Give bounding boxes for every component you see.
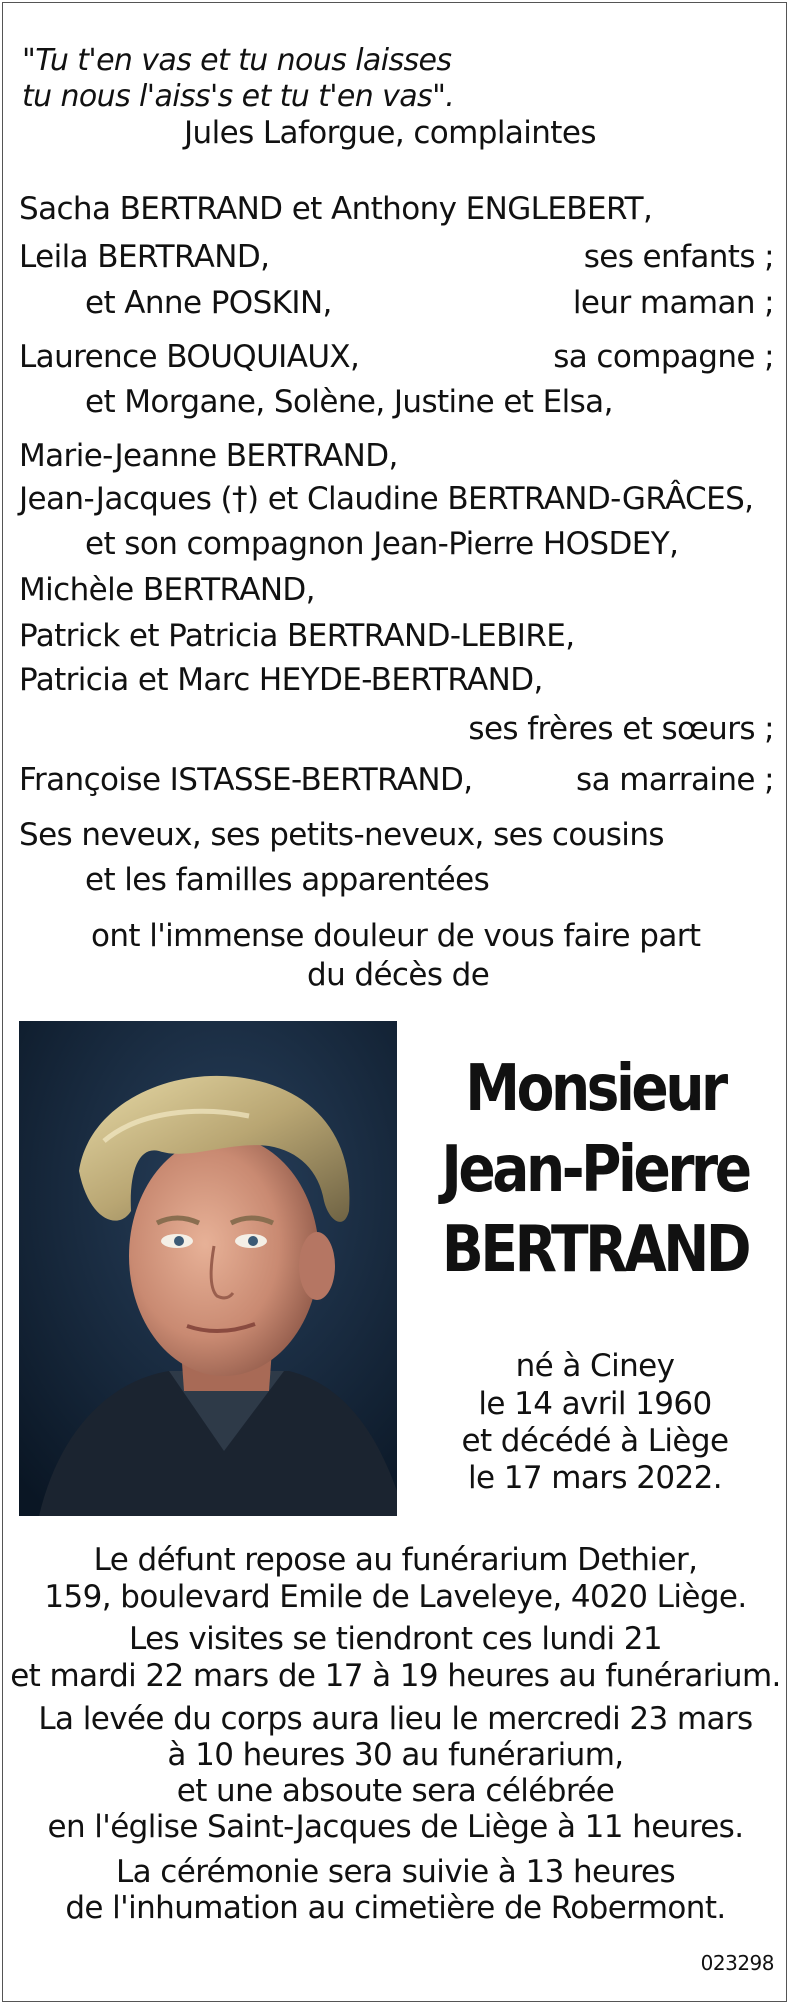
godmother-name: Françoise ISTASSE-BERTRAND, xyxy=(19,762,473,798)
epigraph-line-1: "Tu t'en vas et tu nous laisses xyxy=(22,43,452,78)
siblings-role: ses frères et sœurs ; xyxy=(468,711,774,747)
children-role: ses enfants ; xyxy=(583,239,774,275)
birth-date: le 14 avril 1960 xyxy=(478,1386,712,1422)
sibling-line: Marie-Jeanne BERTRAND, xyxy=(19,438,398,474)
extended-family-line-1: Ses neveux, ses petits-neveux, ses cousins xyxy=(19,817,664,853)
sibling-line: Michèle BERTRAND, xyxy=(19,572,315,608)
children-line-2: Leila BERTRAND, xyxy=(19,239,270,275)
extended-family-line-2: et les familles apparentées xyxy=(85,862,490,898)
details-line: et mardi 22 mars de 17 à 19 heures au funérarium. xyxy=(10,1658,781,1694)
announcement-line-1: ont l'immense douleur de vous faire part xyxy=(91,918,701,954)
partner-role: sa compagne ; xyxy=(553,339,774,375)
sibling-line: Patricia et Marc HEYDE-BERTRAND, xyxy=(19,662,543,698)
details-line: à 10 heures 30 au funérarium, xyxy=(167,1737,624,1773)
details-line: Les visites se tiendront ces lundi 21 xyxy=(128,1621,663,1657)
godmother-role: sa marraine ; xyxy=(576,762,774,798)
sibling-line: et son compagnon Jean-Pierre HOSDEY, xyxy=(85,526,679,562)
deceased-title: Monsieur xyxy=(465,1052,725,1126)
details-line: La cérémonie sera suivie à 13 heures xyxy=(115,1854,676,1890)
death-place: et décédé à Liège xyxy=(461,1423,729,1459)
details-line: 159, boulevard Emile de Laveleye, 4020 Liège. xyxy=(44,1579,747,1615)
deceased-last-name: BERTRAND xyxy=(441,1213,749,1287)
epigraph-line-2: tu nous l'aiss's et tu t'en vas". xyxy=(22,79,455,114)
partner-name: Laurence BOUQUIAUX, xyxy=(19,339,360,375)
deceased-first-name: Jean-Pierre xyxy=(441,1133,749,1207)
details-line: Le défunt repose au funérarium Dethier, xyxy=(93,1542,698,1578)
sibling-line: Patrick et Patricia BERTRAND-LEBIRE, xyxy=(19,618,575,654)
details-line: en l'église Saint-Jacques de Liège à 11 heures. xyxy=(47,1809,744,1845)
mother-name: et Anne POSKIN, xyxy=(85,285,332,321)
details-line: La levée du corps aura lieu le mercredi 23 mars xyxy=(38,1701,753,1737)
announcement-line-2: du décès de xyxy=(307,957,490,993)
details-line: et une absoute sera célébrée xyxy=(176,1773,615,1809)
death-date: le 17 mars 2022. xyxy=(468,1460,722,1496)
portrait-photo xyxy=(19,1021,397,1516)
partner-children: et Morgane, Solène, Justine et Elsa, xyxy=(85,384,613,420)
mother-role: leur maman ; xyxy=(572,285,774,321)
details-line: de l'inhumation au cimetière de Robermont. xyxy=(65,1890,726,1926)
children-line-1: Sacha BERTRAND et Anthony ENGLEBERT, xyxy=(19,191,653,227)
sibling-line: Jean-Jacques (†) et Claudine BERTRAND-GRÂCES, xyxy=(19,481,754,517)
birth-place: né à Ciney xyxy=(515,1348,675,1384)
epigraph-attribution: Jules Laforgue, complaintes xyxy=(184,115,596,151)
reference-number: 023298 xyxy=(700,1951,774,1975)
